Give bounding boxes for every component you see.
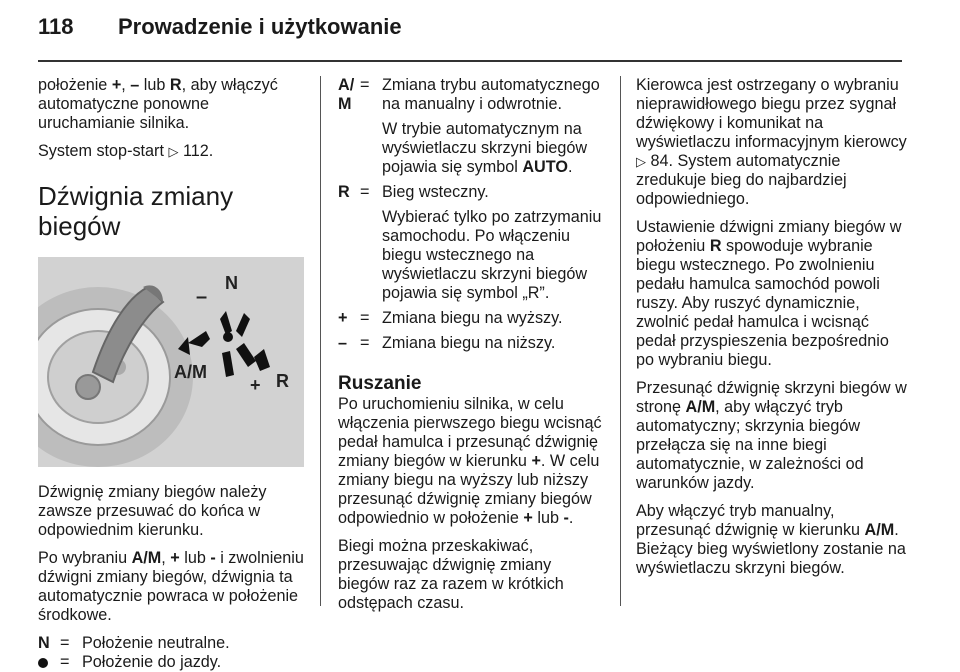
page-reference-arrow-icon[interactable]: ▷: [636, 154, 646, 169]
definition-term: R: [338, 183, 350, 201]
paragraph-skip-gears: Biegi można przeskakiwać, przesuwając dźwignię zmiany biegów raz za razem w krótkich odstępach czasu.: [338, 537, 564, 612]
gear-lever-figure: [38, 257, 304, 467]
definition-list-col2: [338, 76, 606, 359]
drive-dot-icon: [38, 653, 60, 672]
page-title: Prowadzenie i użytkowanie: [118, 14, 402, 39]
column-2: [338, 76, 606, 622]
column-3: [636, 76, 908, 587]
definition-term: –: [338, 334, 348, 352]
page-reference-link[interactable]: 112.: [182, 142, 214, 160]
definition-term: A/ M: [338, 76, 355, 113]
page-header: [38, 14, 902, 54]
definition-term: +: [338, 309, 348, 327]
am-note: W trybie automatycznym na wyświetlaczu skrzyni biegów pojawia się symbol AUTO.: [382, 120, 588, 176]
column-divider-2: [620, 76, 621, 606]
definition-row-minus: – = Zmiana biegu na niższy.: [338, 334, 556, 352]
figure-label-r: R: [276, 371, 289, 391]
figure-label-am: A/M: [174, 362, 207, 382]
definition-row-drive: = Położenie do jazdy.: [38, 653, 304, 672]
figure-label-minus: –: [196, 286, 208, 308]
paragraph-restart: położenie +, – lub R, aby włączyć automatyczne ponowne uruchamianie silnika.: [38, 76, 278, 132]
definition-row-am: A/ M = Zmiana trybu automatycznego na manualny i odwrotnie. W trybie automatycznym na wyświetlaczu skrzyni biegów pojawia się symbol AUTO.: [338, 76, 606, 183]
paragraph-auto-mode: Przesunąć dźwignię skrzyni biegów w stronę A/M, aby włączyć tryb automatyczny; skrzynia biegów przełącza się na inne biegi automatycznie, w zależności od warunków jazdy.: [636, 379, 907, 492]
paragraph-warning: Kierowca jest ostrzegany o wybraniu nieprawidłowego biegu przez sygnał dźwiękowy i komunikat na wyświetlaczu informacyjnym kierowcy ▷ 84. System automatycznie zredukuje bieg do najbardziej odpowiedniego.: [636, 76, 907, 208]
definition-term: N: [38, 634, 50, 652]
paragraph-lever-return: Po wybraniu A/M, + lub - i zwolnieniu dźwigni zmiany biegów, dźwignia ta automatycznie powraca w położenie środkowe.: [38, 549, 304, 624]
paragraph-lever-full: Dźwignię zmiany biegów należy zawsze przesuwać do końca w odpowiednim kierunku.: [38, 483, 267, 539]
paragraph-starting: Po uruchomieniu silnika, w celu włączenia pierwszego biegu wcisnąć pedał hamulca i przesunąć dźwignię zmiany biegów w kierunku +. W celu zmiany biegu na wyższy lub niższy przesunąć dźwignię zmiany biegów odpowiednio w położenie + lub -.: [338, 395, 602, 527]
definition-row-r: R = Bieg wsteczny. Wybierać tylko po zatrzymaniu samochodu. Po włączeniu biegu wstecznego na wyświetlaczu skrzyni biegów pojawia się symbol „R”.: [338, 183, 606, 309]
header-divider: [38, 60, 902, 62]
definition-row-plus: + = Zmiana biegu na wyższy.: [338, 309, 563, 327]
section-title: Dźwignia zmiany biegów: [38, 181, 234, 241]
figure-label-plus: +: [250, 375, 261, 395]
paragraph-reverse: Ustawienie dźwigni zmiany biegów w położeniu R spowoduje wybranie biegu wstecznego. Po zwolnieniu pedału hamulca samochód powoli ruszy. Aby ruszyć dynamicznie, zwolnić pedał hamulca i wcisnąć pedał przyspieszenia bezpośrednio po wybraniu biegu.: [636, 218, 902, 369]
page-reference-link[interactable]: 84: [650, 152, 669, 170]
reverse-note: Wybierać tylko po zatrzymaniu samochodu. Po włączeniu biegu wstecznego na wyświetlaczu skrzyni biegów pojawia się symbol „R”.: [382, 208, 602, 302]
definition-row-n: N = Położenie neutralne.: [38, 634, 230, 652]
paragraph-manual-mode: Aby włączyć tryb manualny, przesunąć dźwignię w kierunku A/M. Bieżący bieg wyświetlony zostanie na wyświetlaczu skrzyni biegów.: [636, 502, 906, 577]
page-reference-arrow-icon[interactable]: ▷: [168, 144, 179, 159]
page-number: 118: [38, 14, 74, 39]
subsection-title: Ruszanie: [338, 373, 422, 394]
figure-label-n: N: [225, 273, 238, 293]
paragraph-stop-start-ref: System stop-start ▷ 112.: [38, 142, 214, 160]
column-1: [38, 76, 304, 672]
column-divider-1: [320, 76, 321, 606]
definition-list-col1: [38, 634, 304, 672]
